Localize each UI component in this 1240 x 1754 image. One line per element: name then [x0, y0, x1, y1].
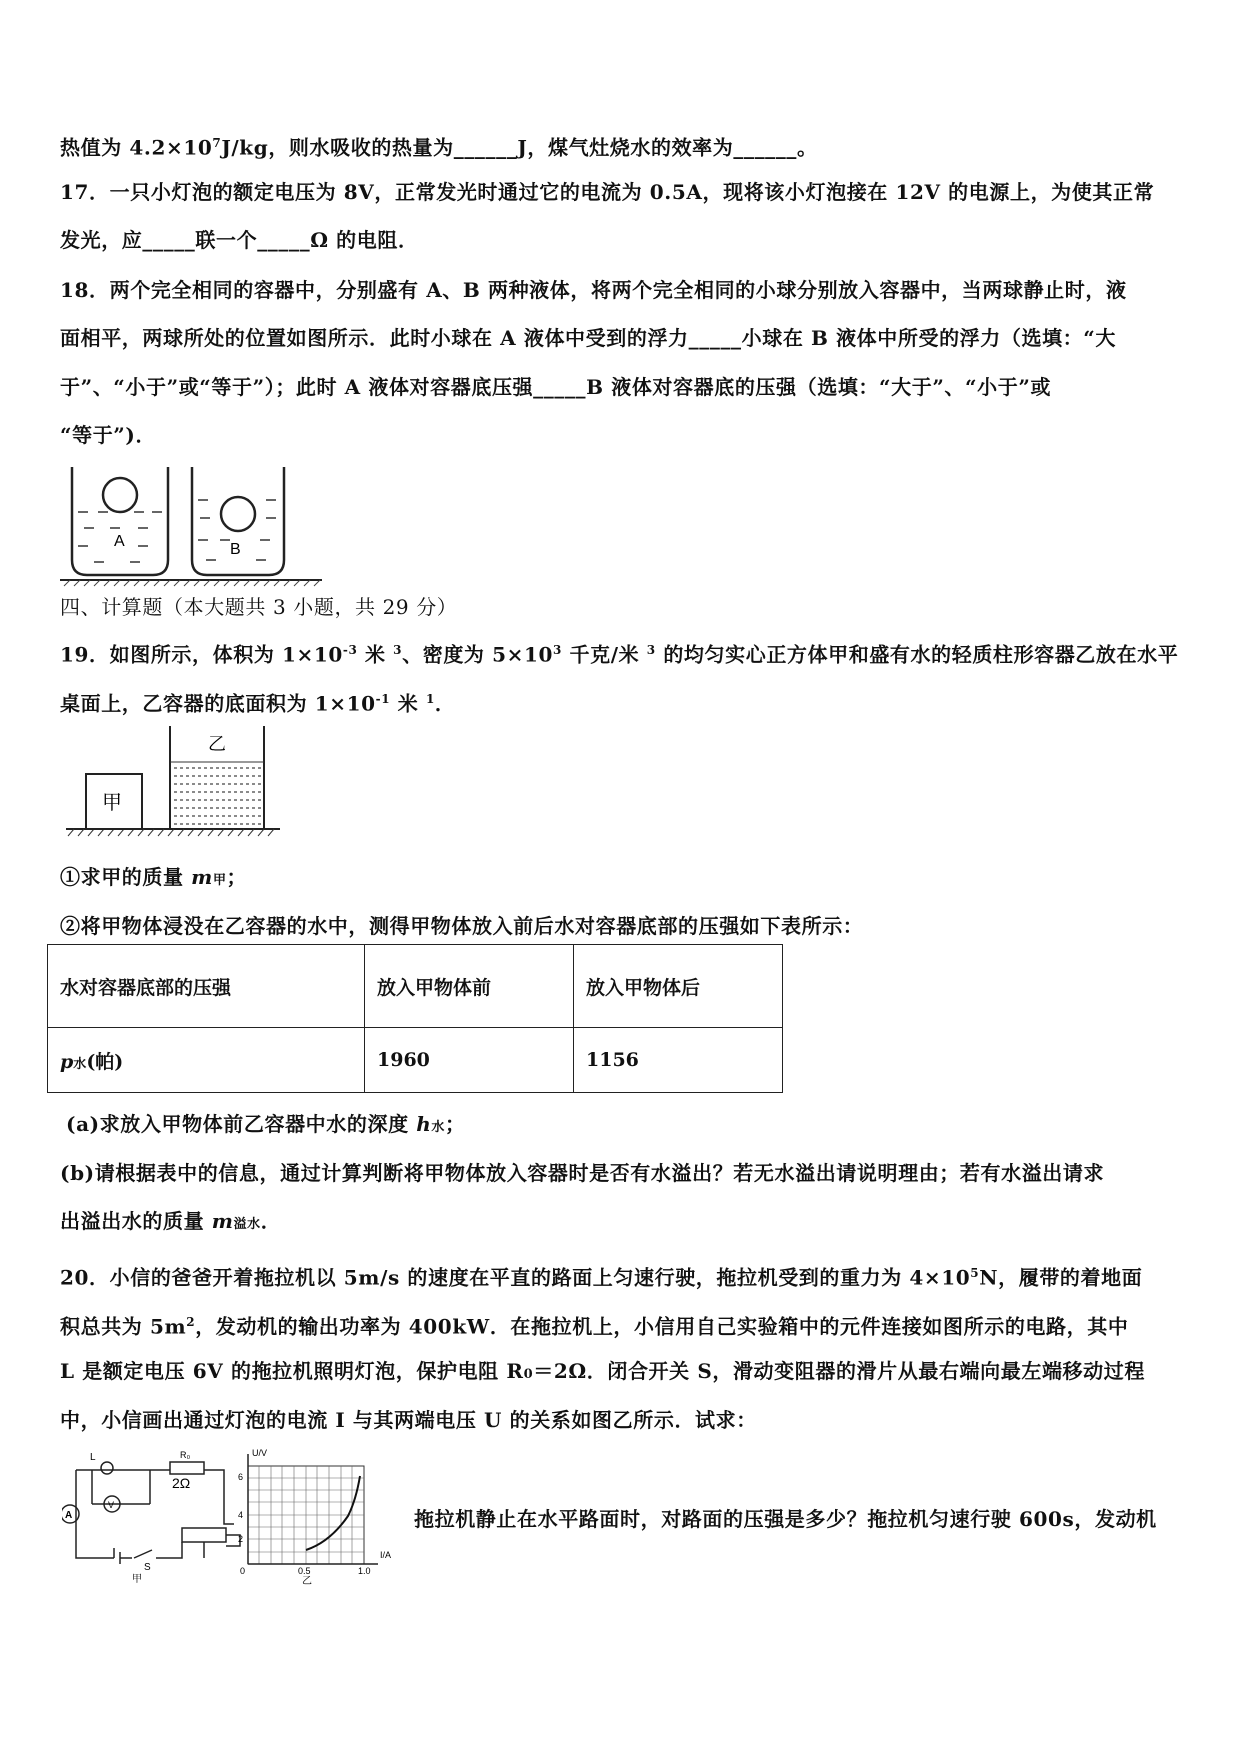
- q20-line-1: 20．小信的爸爸开着拖拉机以 5m/s 的速度在平直的路面上匀速行驶，拖拉机受到的重力为 $4\times 10^5N$，履带的着地面: [60, 1265, 1143, 1290]
- table-cell: 1156: [574, 1028, 783, 1093]
- rheostat: [182, 1528, 226, 1542]
- container-a: [72, 467, 168, 575]
- q18-line-1: 18．两个完全相同的容器中，分别盛有 A、B 两种液体，将两个完全相同的小球分别放入容器中，当两球静止时，液: [60, 278, 1127, 302]
- q18-line-3: 于”、“小于”或“等于”）；此时 A 液体对容器底压强_____B 液体对容器底的压强（选填：“大于”、“小于”或: [60, 375, 1052, 399]
- switch-label: S: [144, 1562, 151, 1573]
- ammeter-label: A: [65, 1510, 73, 1521]
- q18-line-4: “等于”)．: [60, 423, 157, 447]
- q17-line-1: 17．一只小灯泡的额定电压为 8V，正常发光时通过它的电流为 0.5A，现将该小灯泡接在 12V 的电源上，为使其正常: [60, 180, 1155, 204]
- q16-tail: 热值为 $4.2\times 10^7J/kg$，则水吸收的热量为______J，煤气灶烧水的效率为______。: [60, 135, 818, 160]
- table-header: 放入甲物体后: [574, 945, 783, 1028]
- label-b: B: [230, 541, 241, 558]
- q20-line-5: 拖拉机静止在水平路面时，对路面的压强是多少？拖拉机匀速行驶 600s，发动机: [414, 1507, 1157, 1531]
- q19-part-b-line-1: (b)请根据表中的信息，通过计算判断将甲物体放入容器时是否有水溢出？若无水溢出请说明理由；若有水溢出请求: [60, 1161, 1105, 1185]
- y-tick: 4: [238, 1510, 244, 1520]
- containers-figure: [60, 462, 330, 587]
- table-header: 水对容器底部的压强: [48, 945, 365, 1028]
- resistor-value: 2Ω: [172, 1475, 191, 1491]
- lamp-label: L: [90, 1452, 96, 1463]
- protective-resistor: [170, 1462, 204, 1474]
- table-header-row: [48, 945, 783, 1028]
- label-a: A: [114, 533, 125, 550]
- x-axis-label: I/A: [380, 1550, 392, 1560]
- q20-line-4: 中，小信画出通过灯泡的电流 I 与其两端电压 U 的关系如图乙所示．试求：: [60, 1408, 757, 1432]
- table-cell: 1960: [365, 1028, 574, 1093]
- cube-container-figure: [62, 722, 287, 840]
- q17-line-2: 发光，应_____联一个_____Ω 的电阻．: [60, 228, 419, 252]
- x-tick: 0.5: [298, 1566, 311, 1576]
- cube-jia-label: 甲: [102, 790, 122, 814]
- circuit-and-graph-figure: [62, 1446, 414, 1586]
- container-yi-label: 乙: [208, 734, 226, 755]
- x-tick: 1.0: [358, 1566, 371, 1576]
- graph-caption: 乙: [302, 1576, 312, 1586]
- pressure-table: [47, 944, 783, 1093]
- origin-label: 0: [240, 1566, 246, 1576]
- q19-part-b-line-2: 出溢出水的质量 m溢水．: [60, 1209, 282, 1233]
- ball-a: [103, 478, 137, 512]
- iu-graph: [238, 1448, 391, 1586]
- table-row: [48, 1028, 783, 1093]
- section-heading: 四、计算题（本大题共 3 小题，共 29 分）: [60, 595, 458, 619]
- y-tick: 6: [238, 1472, 244, 1482]
- y-axis-label: U/V: [252, 1448, 268, 1458]
- resistor-label: R₀: [180, 1450, 191, 1460]
- q20-line-2: 积总共为 $5m^2$，发动机的输出功率为 400kW．在拖拉机上，小信用自己实验箱中的元件连接如图所示的电路，其中: [60, 1314, 1129, 1339]
- q19-part-a: (a)求放入甲物体前乙容器中水的深度 h水；: [66, 1112, 466, 1136]
- table-row-label: p水(帕): [48, 1028, 365, 1093]
- water-pattern: [174, 768, 262, 824]
- q18-line-2: 面相平，两球所处的位置如图所示．此时小球在 A 液体中受到的浮力_____小球在 B 液体中所受的浮力（选填：“大: [60, 326, 1116, 350]
- lamp-l: [101, 1462, 113, 1474]
- q19-line-1: 19．如图所示，体积为 $1\times 10^{-3}$ 米 $^3$、密度为 $5\times 10^3$ 千克/米 $^3$ 的均匀实心正方体甲和盛有水的轻质柱形容器乙放在水平: [60, 642, 1179, 667]
- ball-b: [221, 497, 255, 531]
- y-tick: 2: [238, 1534, 244, 1544]
- circuit-caption: 甲: [132, 1574, 142, 1585]
- table-header: 放入甲物体前: [365, 945, 574, 1028]
- q19-line-2: 桌面上，乙容器的底面积为 $1\times 10^{-1}$ 米 $^1$．: [60, 691, 456, 716]
- q19-part-1: ①求甲的质量 m甲；: [60, 865, 248, 889]
- voltmeter-label: V: [108, 1500, 115, 1510]
- q19-part-2: ②将甲物体浸没在乙容器的水中，测得甲物体放入前后水对容器底部的压强如下表所示：: [60, 914, 864, 938]
- q20-line-3: L 是额定电压 6V 的拖拉机照明灯泡，保护电阻 R0＝2Ω．闭合开关 S，滑动变阻器的滑片从最右端向最左端移动过程: [60, 1359, 1145, 1383]
- container-b: [192, 467, 284, 575]
- circuit-diagram: [62, 1462, 240, 1564]
